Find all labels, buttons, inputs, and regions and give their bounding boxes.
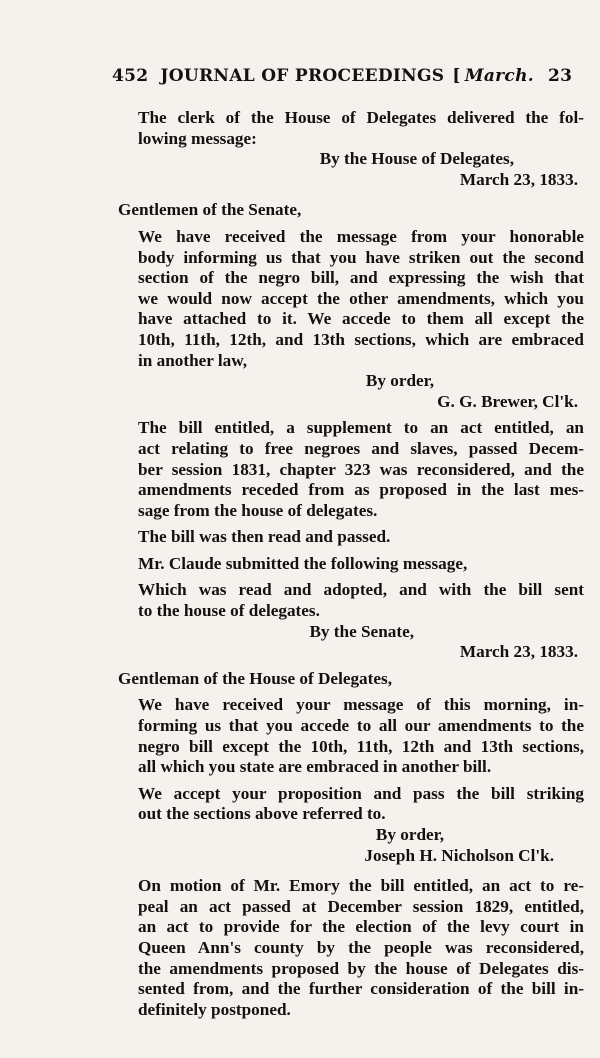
header-bracket: [ — [452, 66, 461, 86]
by-order-1: By order, — [365, 371, 434, 391]
paragraph-claude-message — [118, 554, 584, 575]
salutation-senate: Gentlemen of the Senate, — [118, 200, 302, 220]
text-line: negro bill except the 10th, 11th, 12th and 13th sections, — [138, 736, 584, 756]
text-line: have attached to it. We accede to them all except the — [138, 309, 584, 329]
text-line: The bill was then read and passed. — [138, 527, 391, 547]
paragraph-message-senate — [118, 695, 584, 777]
paragraph-bill-passed — [118, 527, 584, 548]
text-line: sage from the house of delegates. — [138, 500, 378, 520]
page-body — [118, 108, 584, 1020]
text-line: the amendments proposed by the house of Delegates dis- — [138, 958, 584, 978]
text-line: section of the negro bill, and expressing the wish that — [138, 268, 584, 288]
salutation-house: Gentleman of the House of Delegates, — [118, 668, 392, 688]
text-line: we would now accept the other amendments, which you — [138, 288, 584, 308]
running-header — [112, 66, 588, 86]
text-line: On motion of Mr. Emory the bill entitled, an act to re- — [138, 876, 584, 896]
text-line: The clerk of the House of Delegates delivered the fol- — [138, 108, 584, 127]
paragraph-read-adopted — [118, 580, 584, 621]
text-line: We have received the message from your honorable — [138, 226, 584, 246]
page-number: 452 — [112, 66, 149, 86]
text-line: Queen Ann's county by the people was reconsidered, — [138, 937, 584, 957]
header-month: March. — [464, 66, 534, 86]
paragraph-emory-motion — [118, 876, 584, 1020]
text-line: We have received your message of this morning, in- — [138, 695, 584, 715]
by-order-2: By order, — [375, 825, 444, 844]
date-line: March 23, 1833. — [459, 169, 578, 189]
paragraph-message-house — [118, 227, 584, 371]
heading-house-of-delegates: By the House of Delegates, — [319, 149, 514, 169]
header-day: 23 — [547, 66, 573, 86]
text-line: out the sections above referred to. — [138, 804, 386, 824]
date-line: March 23, 1833. — [459, 642, 578, 662]
clerk-signature-brewer: G. G. Brewer, Cl'k. — [437, 391, 578, 411]
text-line: We accept your proposition and pass the bill striking — [138, 783, 584, 803]
text-line: ber session 1831, chapter 323 was reconsidered, and the — [138, 459, 584, 479]
paragraph-bill-supplement — [118, 418, 584, 521]
text-line: sented from, and the further consideration of the bill in- — [138, 979, 584, 999]
text-line: Mr. Claude submitted the following message, — [138, 553, 468, 573]
text-line: peal an act passed at December session 1829, entitled, — [138, 896, 584, 916]
text-line: to the house of delegates. — [138, 601, 320, 621]
clerk-signature-nicholson: Joseph H. Nicholson Cl'k. — [364, 845, 554, 865]
text-line: forming us that you accede to all our amendments to the — [138, 716, 584, 736]
paragraph-clerk-message — [118, 108, 584, 149]
text-line: all which you state are embraced in another bill. — [138, 757, 492, 777]
text-line: an act to provide for the election of the levy court in — [138, 917, 584, 937]
text-line: Which was read and adopted, and with the bill sent — [138, 580, 584, 600]
text-line: amendments receded from as proposed in the last mes- — [138, 480, 584, 500]
text-line: 10th, 11th, 12th, and 13th sections, which are embraced — [138, 329, 584, 349]
text-line: lowing message: — [138, 128, 257, 148]
text-line: definitely postponed. — [138, 999, 291, 1019]
text-line: act relating to free negroes and slaves, passed Decem- — [138, 438, 584, 458]
journal-title: JOURNAL OF PROCEEDINGS — [160, 66, 445, 86]
text-line: in another law, — [138, 350, 248, 370]
text-line: body informing us that you have striken out the second — [138, 247, 584, 267]
heading-senate: By the Senate, — [309, 621, 414, 641]
paragraph-accept-proposition — [118, 784, 584, 825]
text-line: The bill entitled, a supplement to an act entitled, an — [138, 418, 584, 438]
